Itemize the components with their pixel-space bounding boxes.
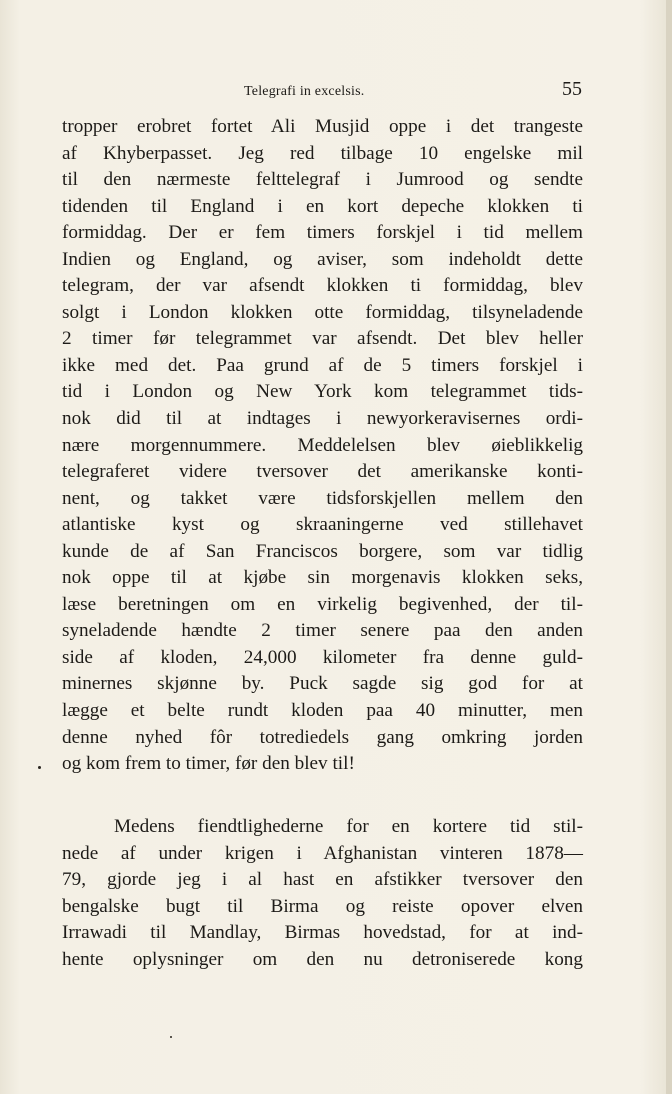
text-line: og kom frem to timer, før den blev til! — [62, 753, 355, 775]
page-header — [62, 78, 582, 108]
text-line: nok did til at indtages i newyorkeravisernes ordi- — [62, 408, 583, 430]
text-line: tropper erobret fortet Ali Musjid oppe i det trangeste — [62, 116, 583, 137]
text-line: Medens fiendtlighederne for en kortere tid stil- — [114, 816, 583, 837]
text-line: atlantiske kyst og skraaningerne ved stillehavet — [62, 514, 583, 536]
text-line: tidenden til England i en kort depeche klokken ti — [62, 195, 583, 217]
paragraph-2 — [62, 814, 583, 973]
text-line: nede af under krigen i Afghanistan vinteren 1878— — [62, 842, 583, 864]
running-title: Telegrafi in excelsis. — [244, 84, 365, 99]
text-line: formiddag. Der er fem timers forskjel i tid mellem — [62, 222, 583, 244]
text-line: kunde de af San Franciscos borgere, som var tidlig — [62, 540, 583, 562]
text-line: denne nyhed fôr totrediedels gang omkring jorden — [62, 726, 583, 748]
text-line: nent, og takket være tidsforskjellen mellem den — [62, 487, 583, 509]
text-line: ikke med det. Paa grund af de 5 timers forskjel i — [62, 354, 583, 376]
text-line: Irrawadi til Mandlay, Birmas hovedstad, for at ind- — [62, 922, 583, 944]
text-line: solgt i London klokken otte formiddag, tilsyneladende — [62, 301, 583, 323]
text-line: lægge et belte rundt kloden paa 40 minutter, men — [62, 700, 583, 722]
text-line: Indien og England, og aviser, som indeholdt dette — [62, 248, 583, 270]
text-line: bengalske bugt til Birma og reiste opover elven — [62, 895, 583, 917]
text-line: minernes skjønne by. Puck sagde sig god for at — [62, 673, 583, 695]
text-line: tid i London og New York kom telegrammet tids- — [62, 381, 583, 403]
text-line: 79, gjorde jeg i al hast en afstikker tversover den — [62, 869, 583, 891]
text-line: læse beretningen om en virkelig begivenhed, der til- — [62, 593, 583, 615]
text-line: side af kloden, 24,000 kilometer fra denne guld- — [62, 646, 583, 668]
text-line: 2 timer før telegrammet var afsendt. Det blev heller — [62, 328, 583, 350]
text-line: telegraferet videre tversover det amerikanske konti- — [62, 461, 583, 483]
ink-speck — [38, 766, 41, 769]
ink-speck — [170, 1036, 172, 1038]
text-line: til den nærmeste felttelegraf i Jumrood og sendte — [62, 169, 583, 191]
text-line: telegram, der var afsendt klokken ti formiddag, blev — [62, 275, 583, 297]
text-line: hente oplysninger om den nu detroniserede kong — [62, 948, 583, 970]
page-number: 55 — [562, 78, 582, 100]
text-line: nære morgennummere. Meddelelsen blev øieblikkelig — [62, 434, 583, 456]
text-line: nok oppe til at kjøbe sin morgenavis klokken seks, — [62, 567, 583, 589]
page-edge-shadow — [666, 0, 672, 1094]
paragraph-1 — [62, 114, 583, 778]
text-line: af Khyberpasset. Jeg red tilbage 10 engelske mil — [62, 142, 583, 164]
text-line: syneladende hændte 2 timer senere paa den anden — [62, 620, 583, 642]
